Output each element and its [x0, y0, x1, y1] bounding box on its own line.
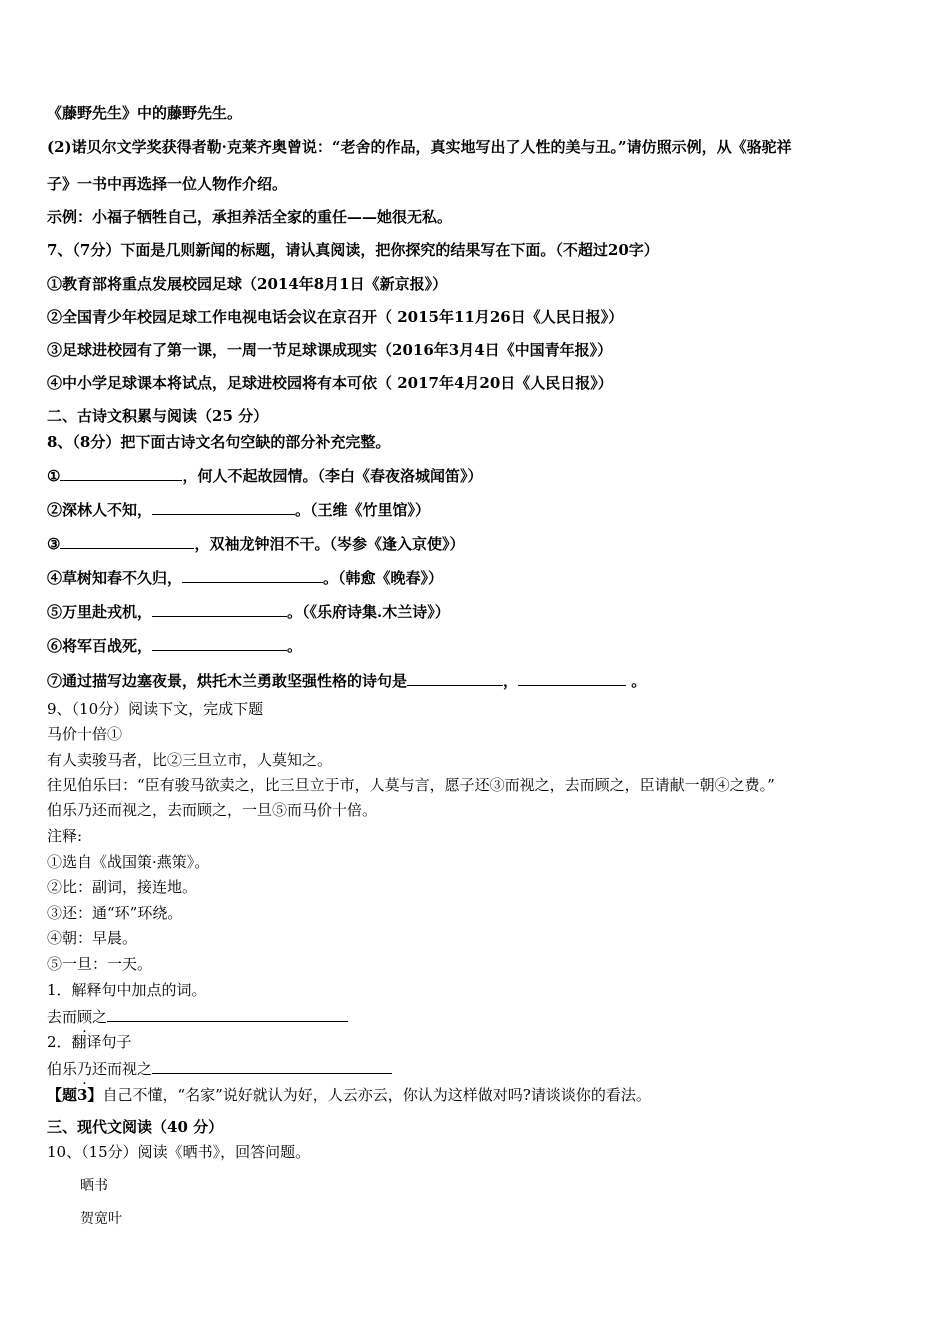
- question-8: 8、（8分）把下面古诗文名句空缺的部分补充完整。: [47, 433, 391, 451]
- answer-blank-2[interactable]: [152, 1058, 392, 1074]
- poem-blank-5[interactable]: [152, 601, 287, 617]
- news-item-2: ②全国青少年校园足球工作电视电话会议在京召开（ 2015年11月26日《人民日报》）: [47, 308, 624, 326]
- note-5: ⑤一旦：一天。: [47, 955, 153, 973]
- subquestion-2: 2．翻译句子: [47, 1033, 132, 1051]
- essay-title: 晒书: [80, 1178, 108, 1194]
- question-10: 10、（15分）阅读《晒书》，回答问题。: [47, 1143, 311, 1161]
- answer-blank-1[interactable]: [107, 1006, 348, 1022]
- example-line: 示例：小福子牺牲自己，承担养活全家的重任——她很无私。: [47, 208, 453, 226]
- note-1: ①选自《战国策·燕策》。: [47, 853, 210, 871]
- note-4: ④朝：早晨。: [47, 929, 138, 947]
- section-3-heading: 三、现代文阅读（40 分）: [47, 1118, 224, 1136]
- note-3: ③还：通“环”环绕。: [47, 904, 183, 922]
- poem-line-1: ① ，何人不起故园情。（李白《春夜洛城闻笛》）: [47, 467, 483, 485]
- question-6-2-cont: 子》一书中再选择一位人物作介绍。: [47, 175, 288, 193]
- question-9: 9、（10分）阅读下文，完成下题: [47, 700, 264, 718]
- passage-title: 马价十倍①: [47, 725, 123, 743]
- essay-author: 贺宽叶: [80, 1211, 122, 1227]
- poem-line-6: ⑥将军百战死， 。: [47, 637, 303, 655]
- news-item-1: ①教育部将重点发展校园足球（2014年8月1日《新京报》）: [47, 275, 448, 293]
- poem-blank-1[interactable]: [60, 465, 182, 481]
- poem-line-5: ⑤万里赴戎机， 。（《乐府诗集.木兰诗》）: [47, 603, 450, 621]
- dotted-word-gu: 顾: [77, 1008, 93, 1026]
- note-2: ②比：副词，接连地。: [47, 878, 198, 896]
- subquestion-1: 1．解释句中加点的词。: [47, 981, 207, 999]
- poem-blank-2[interactable]: [152, 499, 295, 515]
- poem-line-2: ②深林人不知， 。（王维《竹里馆》）: [47, 501, 431, 519]
- passage-line-1: 有人卖骏马者，比②三旦立市，人莫知之。: [47, 751, 333, 769]
- poem-blank-6[interactable]: [152, 635, 287, 651]
- dotted-word-nai: 乃: [77, 1060, 93, 1078]
- news-item-3: ③足球进校园有了第一课，一周一节足球课成现实（2016年3月4日《中国青年报》）: [47, 341, 613, 359]
- passage-line-2: 往见伯乐曰：“臣有骏马欲卖之，比三旦立于市，人莫与言，愿子还③而视之，去而顾之，臣请献一朝④之费。”: [47, 776, 775, 794]
- poem-blank-4[interactable]: [182, 567, 323, 583]
- question-7: 7、（7分）下面是几则新闻的标题，请认真阅读，把你探究的结果写在下面。（不超过20字）: [47, 241, 659, 259]
- poem-blank-7b[interactable]: [518, 670, 626, 686]
- subquestion-1-answer: 去而顾之: [47, 1006, 348, 1027]
- poem-line-7: ⑦通过描写边塞夜景，烘托木兰勇敢坚强性格的诗句是 ， 。: [47, 672, 647, 690]
- section-2-heading: 二、古诗文积累与阅读（25 分）: [47, 407, 269, 425]
- notes-heading: 注释:: [47, 827, 83, 845]
- poem-line-4: ④草树知春不久归， 。（韩愈《晚春》）: [47, 569, 444, 587]
- poem-line-3: ③ ，双袖龙钟泪不干。（岑参《逢入京使》）: [47, 535, 465, 553]
- poem-blank-3[interactable]: [60, 533, 194, 549]
- passage-line-3: 伯乐乃还而视之，去而顾之，一旦⑤而马价十倍。: [47, 801, 378, 819]
- subquestion-2-answer: 伯乐乃还而视之: [47, 1058, 392, 1079]
- question-6-2: (2)诺贝尔文学奖获得者勒·克莱齐奥曾说：“老舍的作品，真实地写出了人性的美与丑。”请仿照示例，从《骆驼祥: [47, 138, 792, 156]
- subquestion-3: 【题3】自己不懂，“名家”说好就认为好，人云亦云，你认为这样做对吗?请谈谈你的看法。: [47, 1086, 651, 1104]
- news-item-4: ④中小学足球课本将试点，足球进校园将有本可依（ 2017年4月20日《人民日报》）: [47, 374, 613, 392]
- poem-blank-7a[interactable]: [407, 670, 503, 686]
- line-fujino: 《藤野先生》中的藤野先生。: [47, 104, 243, 122]
